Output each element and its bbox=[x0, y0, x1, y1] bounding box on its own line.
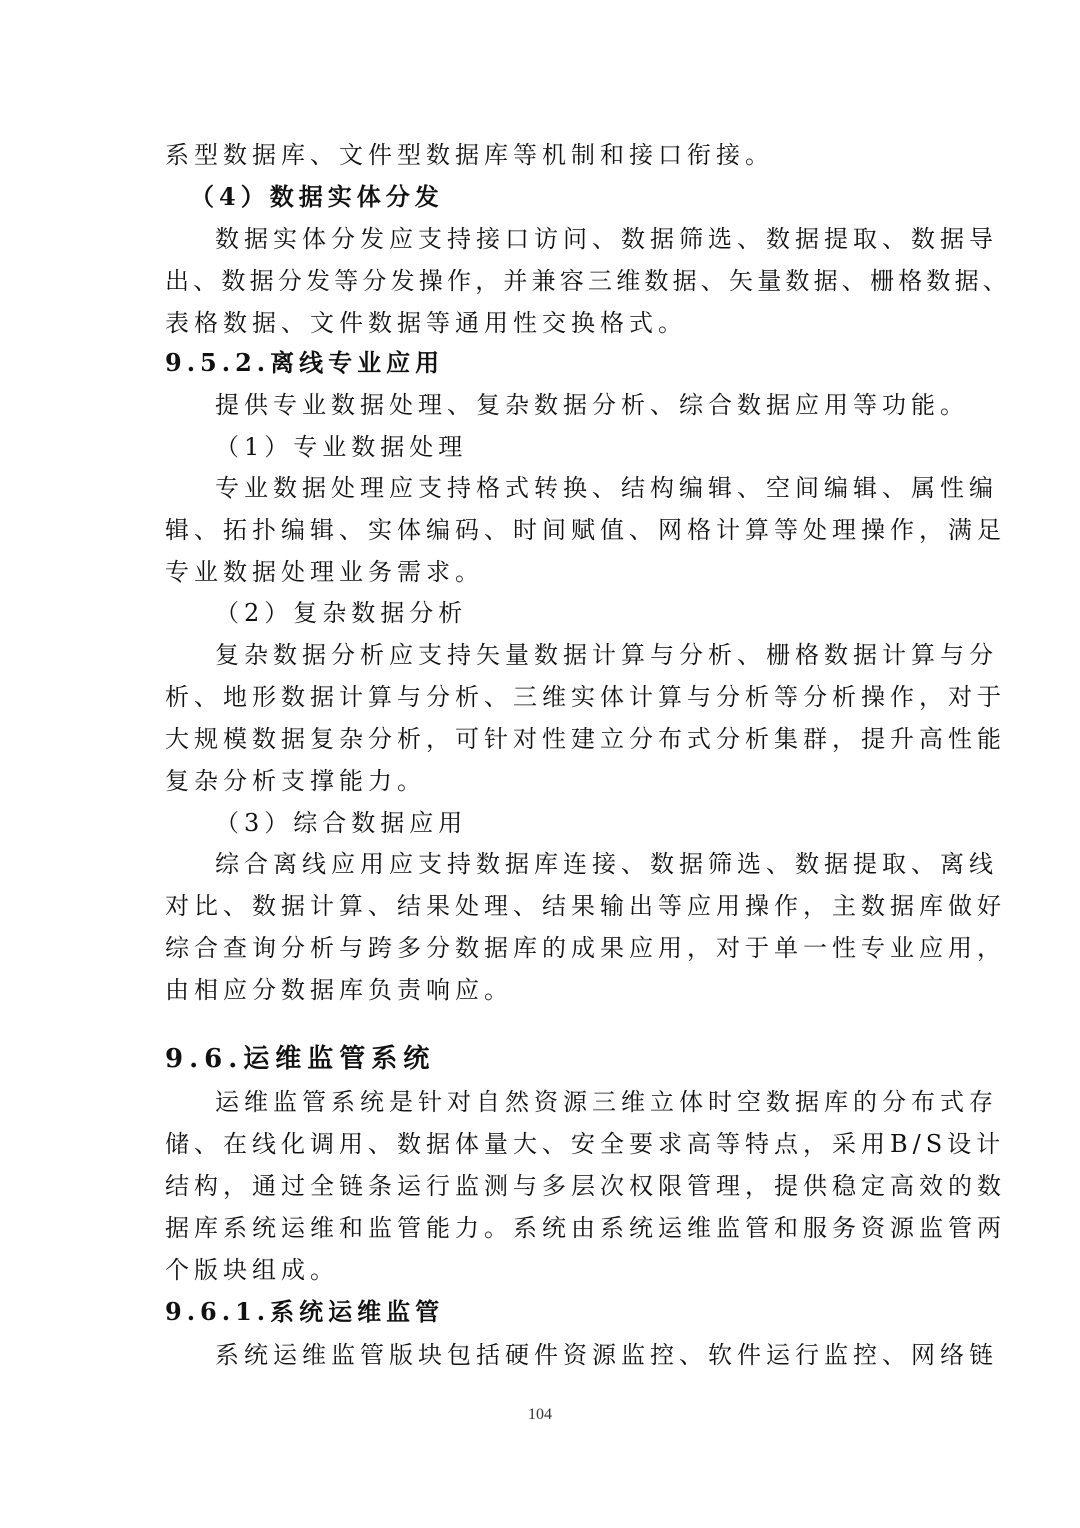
section-heading: 9.6.1.系统运维监管 bbox=[165, 1297, 445, 1326]
paragraph-line: 析、地形数据计算与分析、三维实体计算与分析等分析操作，对于 bbox=[165, 683, 1006, 711]
paragraph-line: 据库系统运维和监管能力。系统由系统运维监管和服务资源监管两 bbox=[165, 1214, 1006, 1242]
subsection-heading: （4）数据实体分发 bbox=[190, 182, 444, 211]
subsection-heading: （1）专业数据处理 bbox=[215, 433, 468, 461]
paragraph-line: 数据实体分发应支持接口访问、数据筛选、数据提取、数据导 bbox=[215, 225, 998, 253]
paragraph-line: 系型数据库、文件型数据库等机制和接口衔接。 bbox=[165, 141, 774, 169]
paragraph-line: 提供专业数据处理、复杂数据分析、综合数据应用等功能。 bbox=[215, 391, 969, 419]
paragraph-line: 专业数据处理业务需求。 bbox=[165, 558, 484, 586]
paragraph-line: 由相应分数据库负责响应。 bbox=[165, 976, 513, 1004]
section-heading: 9.5.2.离线专业应用 bbox=[165, 348, 445, 377]
paragraph-line: 专业数据处理应支持格式转换、结构编辑、空间编辑、属性编 bbox=[215, 474, 998, 502]
paragraph-line: 复杂数据分析应支持矢量数据计算与分析、栅格数据计算与分 bbox=[215, 641, 998, 669]
page-number: 104 bbox=[528, 1406, 552, 1423]
paragraph-line: 储、在线化调用、数据体量大、安全要求高等特点，采用B/S设计 bbox=[165, 1130, 1006, 1158]
subsection-heading: （3）综合数据应用 bbox=[215, 809, 468, 837]
paragraph-line: 系统运维监管版块包括硬件资源监控、软件运行监控、网络链 bbox=[215, 1341, 998, 1369]
paragraph-line: 综合查询分析与跨多分数据库的成果应用，对于单一性专业应用， bbox=[165, 934, 1006, 962]
paragraph-line: 大规模数据复杂分析，可针对性建立分布式分析集群，提升高性能 bbox=[165, 725, 1006, 753]
paragraph-line: 结构，通过全链条运行监测与多层次权限管理，提供稳定高效的数 bbox=[165, 1172, 1006, 1200]
paragraph-line: 对比、数据计算、结果处理、结果输出等应用操作，主数据库做好 bbox=[165, 892, 1006, 920]
subsection-heading: （2）复杂数据分析 bbox=[215, 599, 468, 627]
paragraph-line: 复杂分析支撑能力。 bbox=[165, 767, 426, 795]
paragraph-line: 辑、拓扑编辑、实体编码、时间赋值、网格计算等处理操作，满足 bbox=[165, 516, 1006, 544]
chapter-heading: 9.6.运维监管系统 bbox=[165, 1044, 436, 1074]
paragraph-line: 运维监管系统是针对自然资源三维立体时空数据库的分布式存 bbox=[215, 1088, 998, 1116]
paragraph-line: 表格数据、文件数据等通用性交换格式。 bbox=[165, 309, 687, 337]
paragraph-line: 出、数据分发等分发操作，并兼容三维数据、矢量数据、栅格数据、 bbox=[165, 267, 1011, 295]
paragraph-line: 个版块组成。 bbox=[165, 1256, 339, 1284]
paragraph-line: 综合离线应用应支持数据库连接、数据筛选、数据提取、离线 bbox=[215, 850, 998, 878]
